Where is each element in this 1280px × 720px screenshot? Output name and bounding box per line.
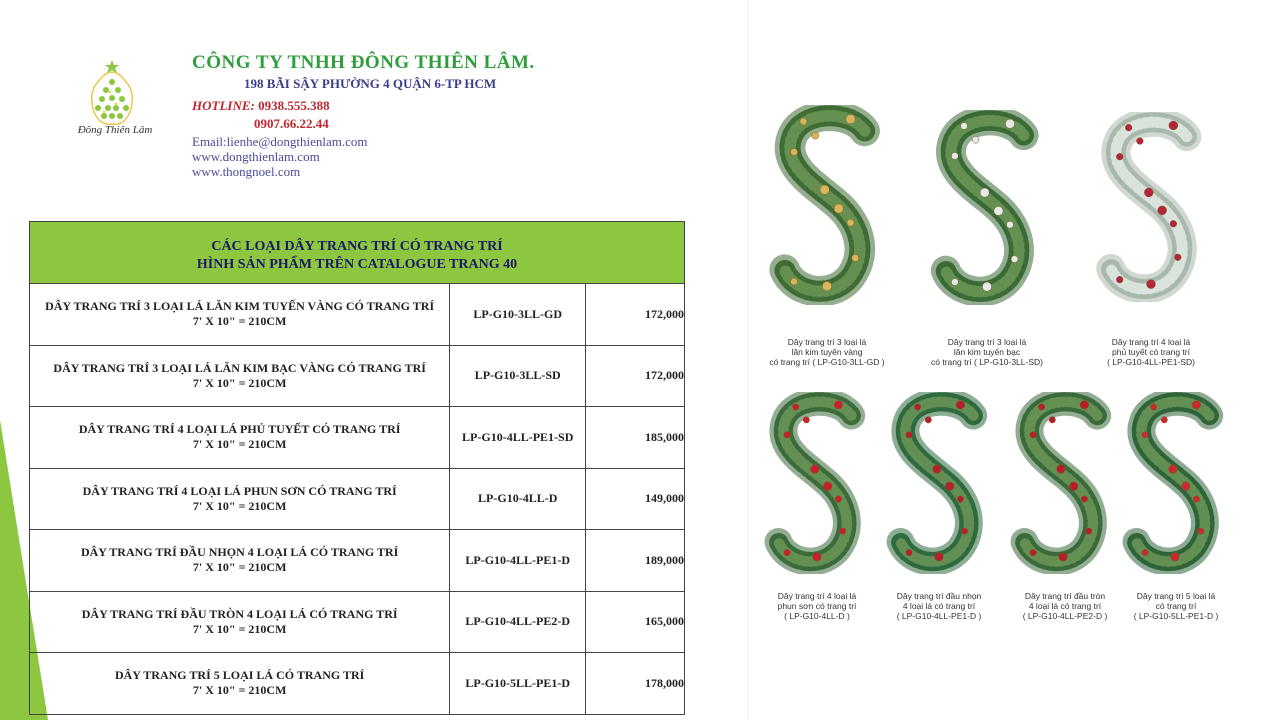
product-price: 149,000 [586, 468, 685, 530]
table-row [30, 530, 685, 592]
caption-line: ( LP-G10-4LL-PE1-D ) [896, 611, 982, 621]
caption-line: 4 loại lá có trang trí [902, 601, 976, 611]
product-size: 7' X 10" = 210CM [192, 375, 287, 390]
product-name: DÂY TRANG TRÍ ĐẦU NHỌN 4 LOẠI LÁ CÓ TRANG TRÍ [80, 545, 399, 560]
product-size: 7' X 10" = 210CM [192, 560, 287, 575]
product-code: LP-G10-4LL-PE1-D [450, 530, 586, 592]
contact-block [192, 134, 732, 179]
logo-text: Đông Thiên Lâm [77, 124, 153, 136]
company-name: CÔNG TY TNHH ĐÔNG THIÊN LÂM. [192, 52, 535, 73]
product-code: LP-G10-4LL-D [450, 468, 586, 530]
garland-image-6 [1007, 392, 1119, 574]
product-code: LP-G10-5LL-PE1-D [450, 653, 586, 715]
caption-line: ( LP-G10-4LL-PE1-SD) [1107, 357, 1195, 367]
garland-image-3 [1091, 112, 1211, 302]
garland-image-4 [761, 392, 873, 574]
table-row [30, 407, 685, 469]
caption-line: Dây trang trí đầu tròn [1024, 591, 1106, 601]
hotline-number-2: 0907.66.22.44 [254, 116, 329, 131]
product-name-cell [30, 407, 450, 469]
table-row [30, 345, 685, 407]
product-name: DÂY TRANG TRÍ 3 LOẠI LÁ LĂN KIM BẠC VÀNG CÓ TRANG TRÍ [53, 360, 426, 375]
caption-line: có trang trí ( LP-G10-3LL-SD) [931, 357, 1043, 367]
garland-image-5 [883, 392, 995, 574]
caption-line: ( LP-G10-5LL-PE1-D ) [1133, 611, 1219, 621]
caption-line: lăn kim tuyến vàng [791, 347, 863, 357]
table-title-line-1: CÁC LOẠI DÂY TRANG TRÍ CÓ TRANG TRÍ [211, 238, 503, 254]
product-name-cell [30, 345, 450, 407]
caption-line: Dây trang trí 4 loại lá [777, 591, 857, 601]
caption-line: 4 loại lá có trang trí [1028, 601, 1102, 611]
product-size: 7' X 10" = 210CM [192, 683, 287, 698]
product-price: 178,000 [586, 653, 685, 715]
product-name-cell [30, 591, 450, 653]
product-name-cell [30, 653, 450, 715]
caption-line: ( LP-G10-4LL-D ) [784, 611, 850, 621]
product-name: DÂY TRANG TRÍ 5 LOẠI LÁ CÓ TRANG TRÍ [114, 668, 365, 683]
product-name: DÂY TRANG TRÍ ĐẦU TRÒN 4 LOẠI LÁ CÓ TRANG TRÍ [81, 606, 398, 621]
hotline-label: HOTLINE: [192, 98, 255, 113]
product-price: 172,000 [586, 345, 685, 407]
email-text: Email:lienhe@dongthienlam.com [192, 134, 368, 149]
caption-line: Dây trang trí 3 loại lá [787, 337, 867, 347]
product-name-cell [30, 468, 450, 530]
garland-caption-3 [1076, 337, 1226, 367]
product-size: 7' X 10" = 210CM [192, 621, 287, 636]
product-name: DÂY TRANG TRÍ 3 LOẠI LÁ LĂN KIM TUYẾN VÀNG CÓ TRANG TRÍ [45, 299, 435, 314]
product-code: LP-G10-4LL-PE1-SD [450, 407, 586, 469]
hotline-row [192, 98, 732, 114]
table-title-line-2: HÌNH SẢN PHẨM TRÊN CATALOGUE TRANG 40 [196, 256, 518, 272]
garland-image-2 [927, 110, 1047, 305]
table-title [30, 222, 685, 284]
catalogue-panel [748, 0, 1253, 720]
price-table [29, 221, 685, 715]
caption-line: phun sơn có trang trí [777, 601, 857, 611]
website-link-2[interactable]: www.thongnoel.com [192, 164, 301, 179]
garland-caption-4 [749, 591, 885, 621]
product-price: 165,000 [586, 591, 685, 653]
garland-image-1 [767, 105, 887, 305]
product-code: LP-G10-3LL-GD [450, 284, 586, 346]
garland-caption-1 [752, 337, 902, 367]
caption-line: Dây trang trí 4 loại lá [1111, 337, 1191, 347]
caption-line: phủ tuyết có trang trí [1112, 347, 1190, 357]
caption-line: Dây trang trí đầu nhọn [896, 591, 982, 601]
product-name-cell [30, 530, 450, 592]
product-size: 7' X 10" = 210CM [192, 437, 287, 452]
garland-caption-5 [871, 591, 1007, 621]
garland-caption-7 [1111, 591, 1241, 621]
table-header-row [30, 222, 685, 284]
product-price: 185,000 [586, 407, 685, 469]
product-price: 172,000 [586, 284, 685, 346]
table-row [30, 653, 685, 715]
caption-line: Dây trang trí 5 loại lá [1136, 591, 1216, 601]
product-size: 7' X 10" = 210CM [192, 498, 287, 513]
website-link-1[interactable]: www.dongthienlam.com [192, 149, 320, 164]
product-code: LP-G10-4LL-PE2-D [450, 591, 586, 653]
table-row [30, 468, 685, 530]
product-size: 7' X 10" = 210CM [192, 314, 287, 329]
caption-line: ( LP-G10-4LL-PE2-D ) [1022, 611, 1108, 621]
product-price: 189,000 [586, 530, 685, 592]
product-name: DÂY TRANG TRÍ 4 LOẠI LÁ PHUN SƠN CÓ TRANG TRÍ [82, 483, 397, 498]
product-name-cell [30, 284, 450, 346]
caption-line: có trang trí ( LP-G10-3LL-GD ) [769, 357, 885, 367]
hotline-number-1: 0938.555.388 [258, 98, 330, 113]
garland-caption-2 [912, 337, 1062, 367]
product-code: LP-G10-3LL-SD [450, 345, 586, 407]
caption-line: Dây trang trí 3 loại lá [947, 337, 1027, 347]
table-row [30, 284, 685, 346]
table-row [30, 591, 685, 653]
product-name: DÂY TRANG TRÍ 4 LOẠI LÁ PHỦ TUYẾT CÓ TRANG TRÍ [78, 422, 401, 437]
garland-image-7 [1119, 392, 1231, 574]
company-header [192, 52, 732, 179]
caption-line: lăn kim tuyến bạc [953, 347, 1021, 357]
caption-line: có trang trí [1155, 601, 1197, 611]
company-address: 198 BÃI SẬY PHƯỜNG 4 QUẬN 6-TP HCM [244, 76, 497, 91]
